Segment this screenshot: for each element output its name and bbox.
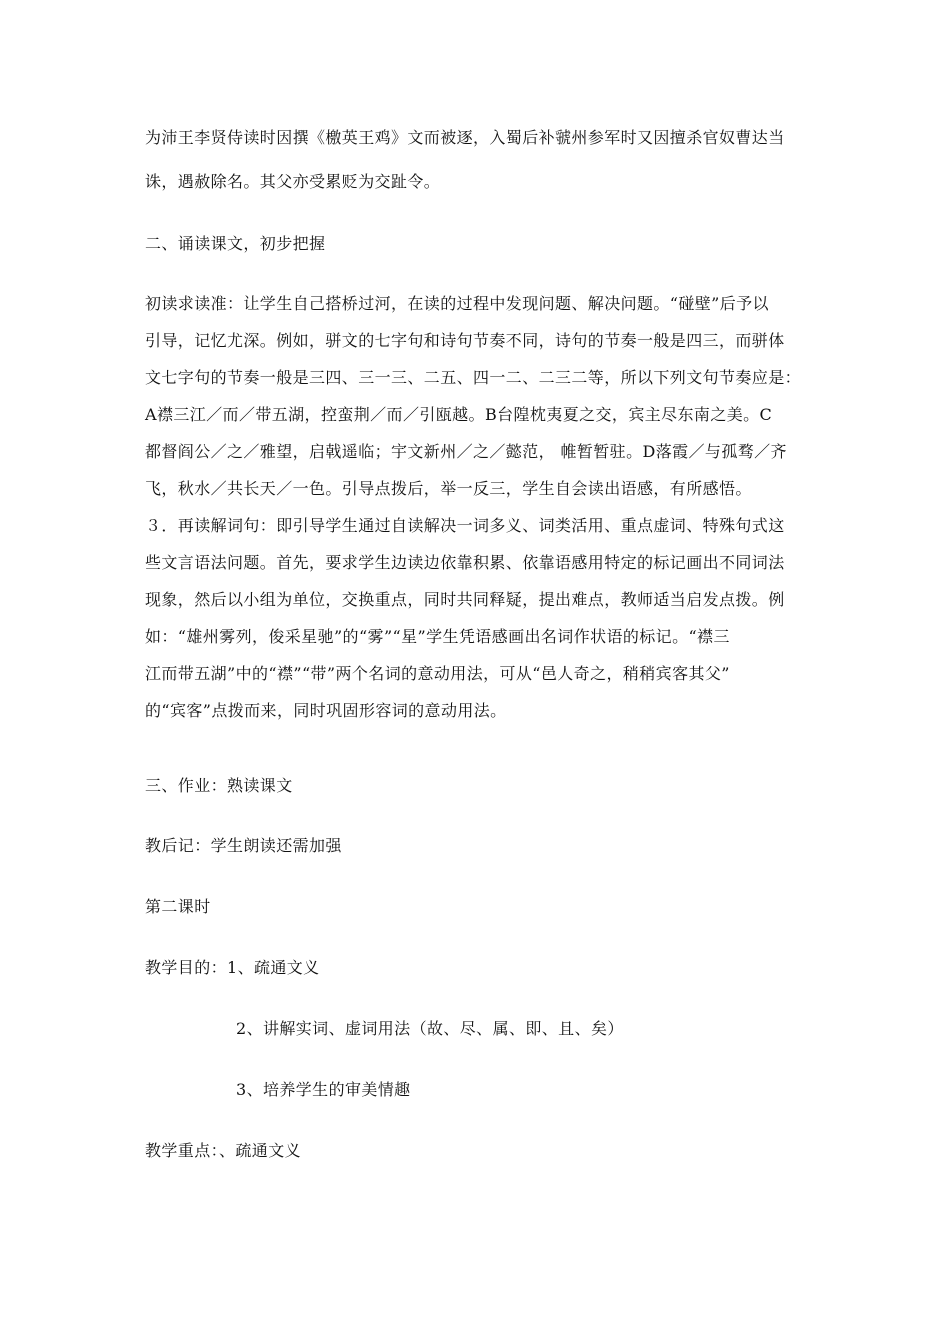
- text-line: 诛，遇赦除名。其父亦受累贬为交趾令。: [145, 172, 441, 191]
- list-item: 2、讲解实词、虚词用法（故、尽、属、即、且、矣）: [236, 1019, 624, 1038]
- text-line: ３．再读解词句：即引导学生通过自读解决一词多义、词类活用、重点虚词、特殊句式这: [145, 516, 785, 535]
- text-line: 教学目的：1、疏通文义: [145, 958, 320, 977]
- text-line: 文七字句的节奏一般是三四、三一三、二五、四一二、二三二等，所以下列文句节奏应是：: [145, 368, 802, 387]
- section-heading: 第二课时: [145, 897, 211, 916]
- text-line: 些文言语法问题。首先，要求学生边读边依靠积累、依靠语感用特定的标记画出不同词法: [145, 553, 785, 572]
- text-line: 飞，秋水／共长天／一色。引导点拨后，举一反三，学生自会读出语感，有所感悟。: [145, 479, 752, 498]
- text-line: 初读求读准：让学生自己搭桥过河，在读的过程中发现问题、解决问题。“碰壁”后予以: [145, 294, 769, 313]
- text-line: 引导，记忆尤深。例如，骈文的七字句和诗句节奏不同，诗句的节奏一般是四三，而骈体: [145, 331, 785, 350]
- text-line: 教学重点：、疏通文义: [145, 1141, 302, 1160]
- text-line: 江而带五湖”中的“襟”“带”两个名词的意动用法，可从“邑人奇之，稍稍宾客其父”: [145, 664, 730, 683]
- text-line: 的“宾客”点拨而来，同时巩固形容词的意动用法。: [145, 701, 507, 720]
- section-heading: 二、诵读课文，初步把握: [145, 234, 326, 253]
- section-heading: 三、作业：熟读课文: [145, 776, 293, 795]
- text-line: 为沛王李贤侍读时因撰《檄英王鸡》文而被逐，入蜀后补虢州参军时又因擅杀官奴曹达当: [145, 128, 785, 147]
- text-line: 现象，然后以小组为单位，交换重点，同时共同释疑，提出难点，教师适当启发点拨。例: [145, 590, 785, 609]
- text-line: 如：“雄州雾列，俊采星驰”的“雾”“星”学生凭语感画出名词作状语的标记。“襟三: [145, 627, 730, 646]
- text-line: 教后记：学生朗读还需加强: [145, 836, 342, 855]
- list-item: 3、培养学生的审美情趣: [236, 1080, 411, 1099]
- text-line: A襟三江／而／带五湖，控蛮荆／而／引瓯越。B台隍枕夷夏之交，宾主尽东南之美。C: [145, 405, 773, 424]
- text-line: 都督阎公／之／雅望，启戟遥临；宇文新州／之／懿范， 帷暂暂驻。D落霞／与孤骛／齐: [145, 442, 787, 461]
